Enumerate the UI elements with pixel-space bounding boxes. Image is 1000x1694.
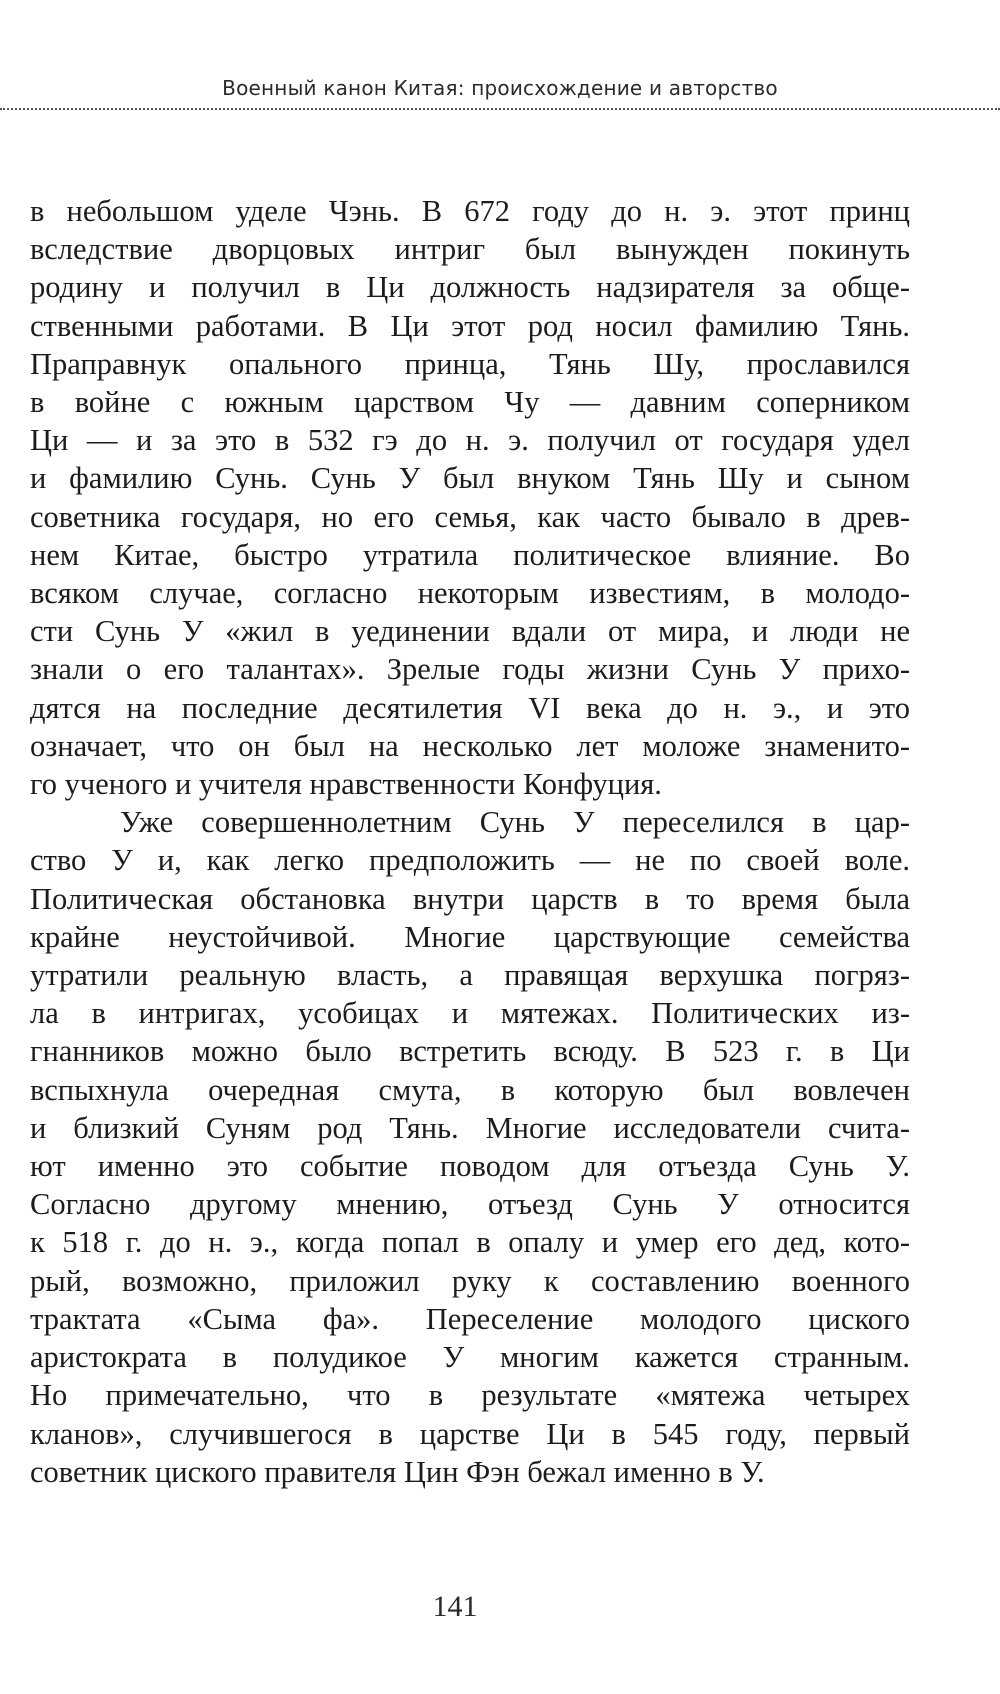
text-line: Ци — и за это в 532 гэ до н. э. получил от государя удел: [30, 423, 910, 458]
text-line: нем Китае, быстро утратила политическое влияние. Во: [30, 537, 910, 572]
text-line: утратили реальную власть, а правящая верхушка погряз-: [30, 958, 910, 993]
text-line: в небольшом уделе Чэнь. В 672 году до н. э. этот принц: [30, 194, 910, 228]
text-line: сти Сунь У «жил в уединении вдали от мира, и люди не: [30, 614, 910, 649]
text-line: означает, что он был на несколько лет моложе знаменито-: [30, 728, 910, 763]
text-line: гнанников можно было встретить всюду. В 523 г. в Ци: [30, 1034, 910, 1069]
text-line: ла в интригах, усобицах и мятежах. Политических из-: [30, 996, 910, 1031]
text-line: трактата «Сыма фа». Переселение молодого циского: [30, 1301, 910, 1336]
text-line: Уже совершеннолетним Сунь У переселился в цар-: [120, 805, 910, 840]
text-line: вспыхнула очередная смута, в которую был вовлечен: [30, 1072, 910, 1107]
text-line: ство У и, как легко предположить — не по своей воле.: [30, 843, 910, 878]
text-line: знали о его талантах». Зрелые годы жизни Сунь У прихо-: [30, 652, 910, 687]
text-line: Но примечательно, что в результате «мятежа четырех: [30, 1378, 910, 1413]
text-line: вследствие дворцовых интриг был вынужден покинуть: [30, 232, 910, 267]
header-dotted-rule: [0, 108, 1000, 110]
text-line: крайне неустойчивой. Многие царствующие семейства: [30, 919, 910, 954]
running-title: Военный канон Китая: происхождение и авторство: [222, 76, 778, 100]
text-line: ют именно это событие поводом для отъезда Сунь У.: [30, 1149, 910, 1184]
text-line: всяком случае, согласно некоторым известиям, в молодо-: [30, 576, 910, 611]
text-line: Согласно другому мнению, отъезд Сунь У относится: [30, 1187, 910, 1222]
text-line: ственными работами. В Ци этот род носил фамилию Тянь.: [30, 308, 910, 343]
text-line: советник циского правителя Цин Фэн бежал именно в У.: [30, 1454, 765, 1489]
text-line: дятся на последние десятилетия VI века до н. э., и это: [30, 690, 910, 725]
page-number: 141: [432, 1590, 478, 1623]
paragraph-1: [30, 192, 910, 803]
text-line: го ученого и учителя нравственности Конфуция.: [30, 767, 662, 802]
text-line: Политическая обстановка внутри царств в то время была: [30, 881, 910, 916]
page-body: [30, 192, 910, 1491]
text-line: советника государя, но его семья, как часто бывало в древ-: [30, 499, 910, 534]
text-line: и близкий Суням род Тянь. Многие исследователи счита-: [30, 1110, 910, 1145]
text-line: и фамилию Сунь. Сунь У был внуком Тянь Шу и сыном: [30, 461, 910, 496]
text-line: к 518 г. до н. э., когда попал в опалу и умер его дед, кото-: [30, 1225, 910, 1260]
paragraph-2: [30, 803, 910, 1491]
text-line: аристократа в полудикое У многим кажется странным.: [30, 1340, 910, 1375]
text-line: Праправнук опального принца, Тянь Шу, прославился: [30, 346, 910, 381]
text-line: в войне с южным царством Чу — давним соперником: [30, 385, 910, 420]
text-line: кланов», случившегося в царстве Ци в 545 году, первый: [30, 1416, 910, 1451]
text-line: родину и получил в Ци должность надзирателя за обще-: [30, 270, 910, 305]
text-line: рый, возможно, приложил руку к составлению военного: [30, 1263, 910, 1298]
